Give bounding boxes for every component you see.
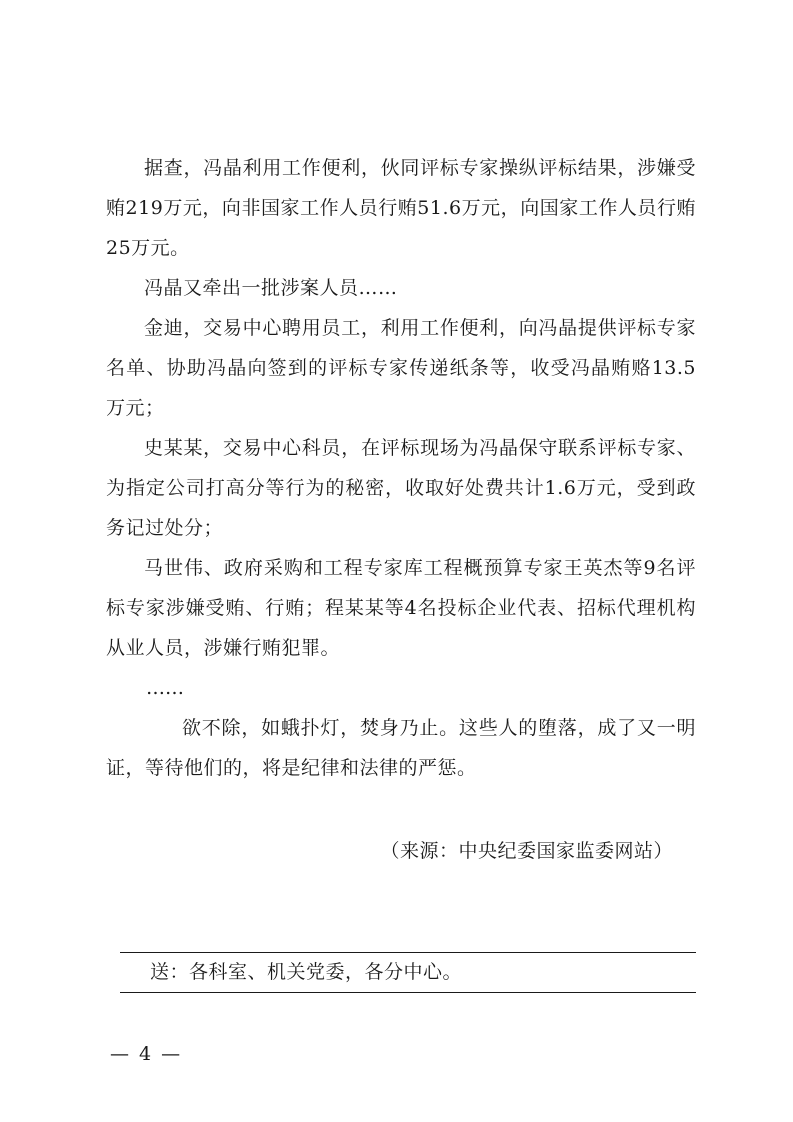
source-attribution: （来源：中央纪委国家监委网站）	[380, 840, 673, 862]
paragraph-shi: 史某某，交易中心科员，在评标现场为冯晶保守联系评标专家、为指定公司打高分等行为的秘密，收取好处费共计1.6万元，受到政务记过处分；	[106, 437, 696, 539]
distribution-top-rule	[120, 952, 696, 953]
paragraph-jindi: 金迪，交易中心聘用员工，利用工作便利，向冯晶提供评标专家名单、协助冯晶向签到的评标专家传递纸条等，收受冯晶贿赂13.5万元；	[106, 317, 696, 419]
paragraph-experts: 马世伟、政府采购和工程专家库工程概预算专家王英杰等9名评标专家涉嫌受贿、行贿；程某某等4名投标企业代表、招标代理机构从业人员，涉嫌行贿犯罪。	[106, 557, 696, 659]
distribution-list: 送：各科室、机关党委，各分中心。	[150, 961, 463, 983]
paragraph-closing: 欲不除，如蛾扑灯，焚身乃止。这些人的堕落，成了又一明证，等待他们的，将是纪律和法律的严惩。	[106, 717, 696, 779]
paragraph-investigation: 据查，冯晶利用工作便利，伙同评标专家操纵评标结果，涉嫌受贿219万元，向非国家工作人员行贿51.6万元，向国家工作人员行贿25万元。	[106, 157, 696, 259]
article-body	[106, 148, 696, 788]
paragraph-more-suspects: 冯晶又牵出一批涉案人员……	[144, 277, 398, 299]
ellipsis-line: ……	[146, 677, 184, 699]
page-number: — 4 —	[110, 1043, 183, 1065]
distribution-bottom-rule	[120, 992, 696, 993]
